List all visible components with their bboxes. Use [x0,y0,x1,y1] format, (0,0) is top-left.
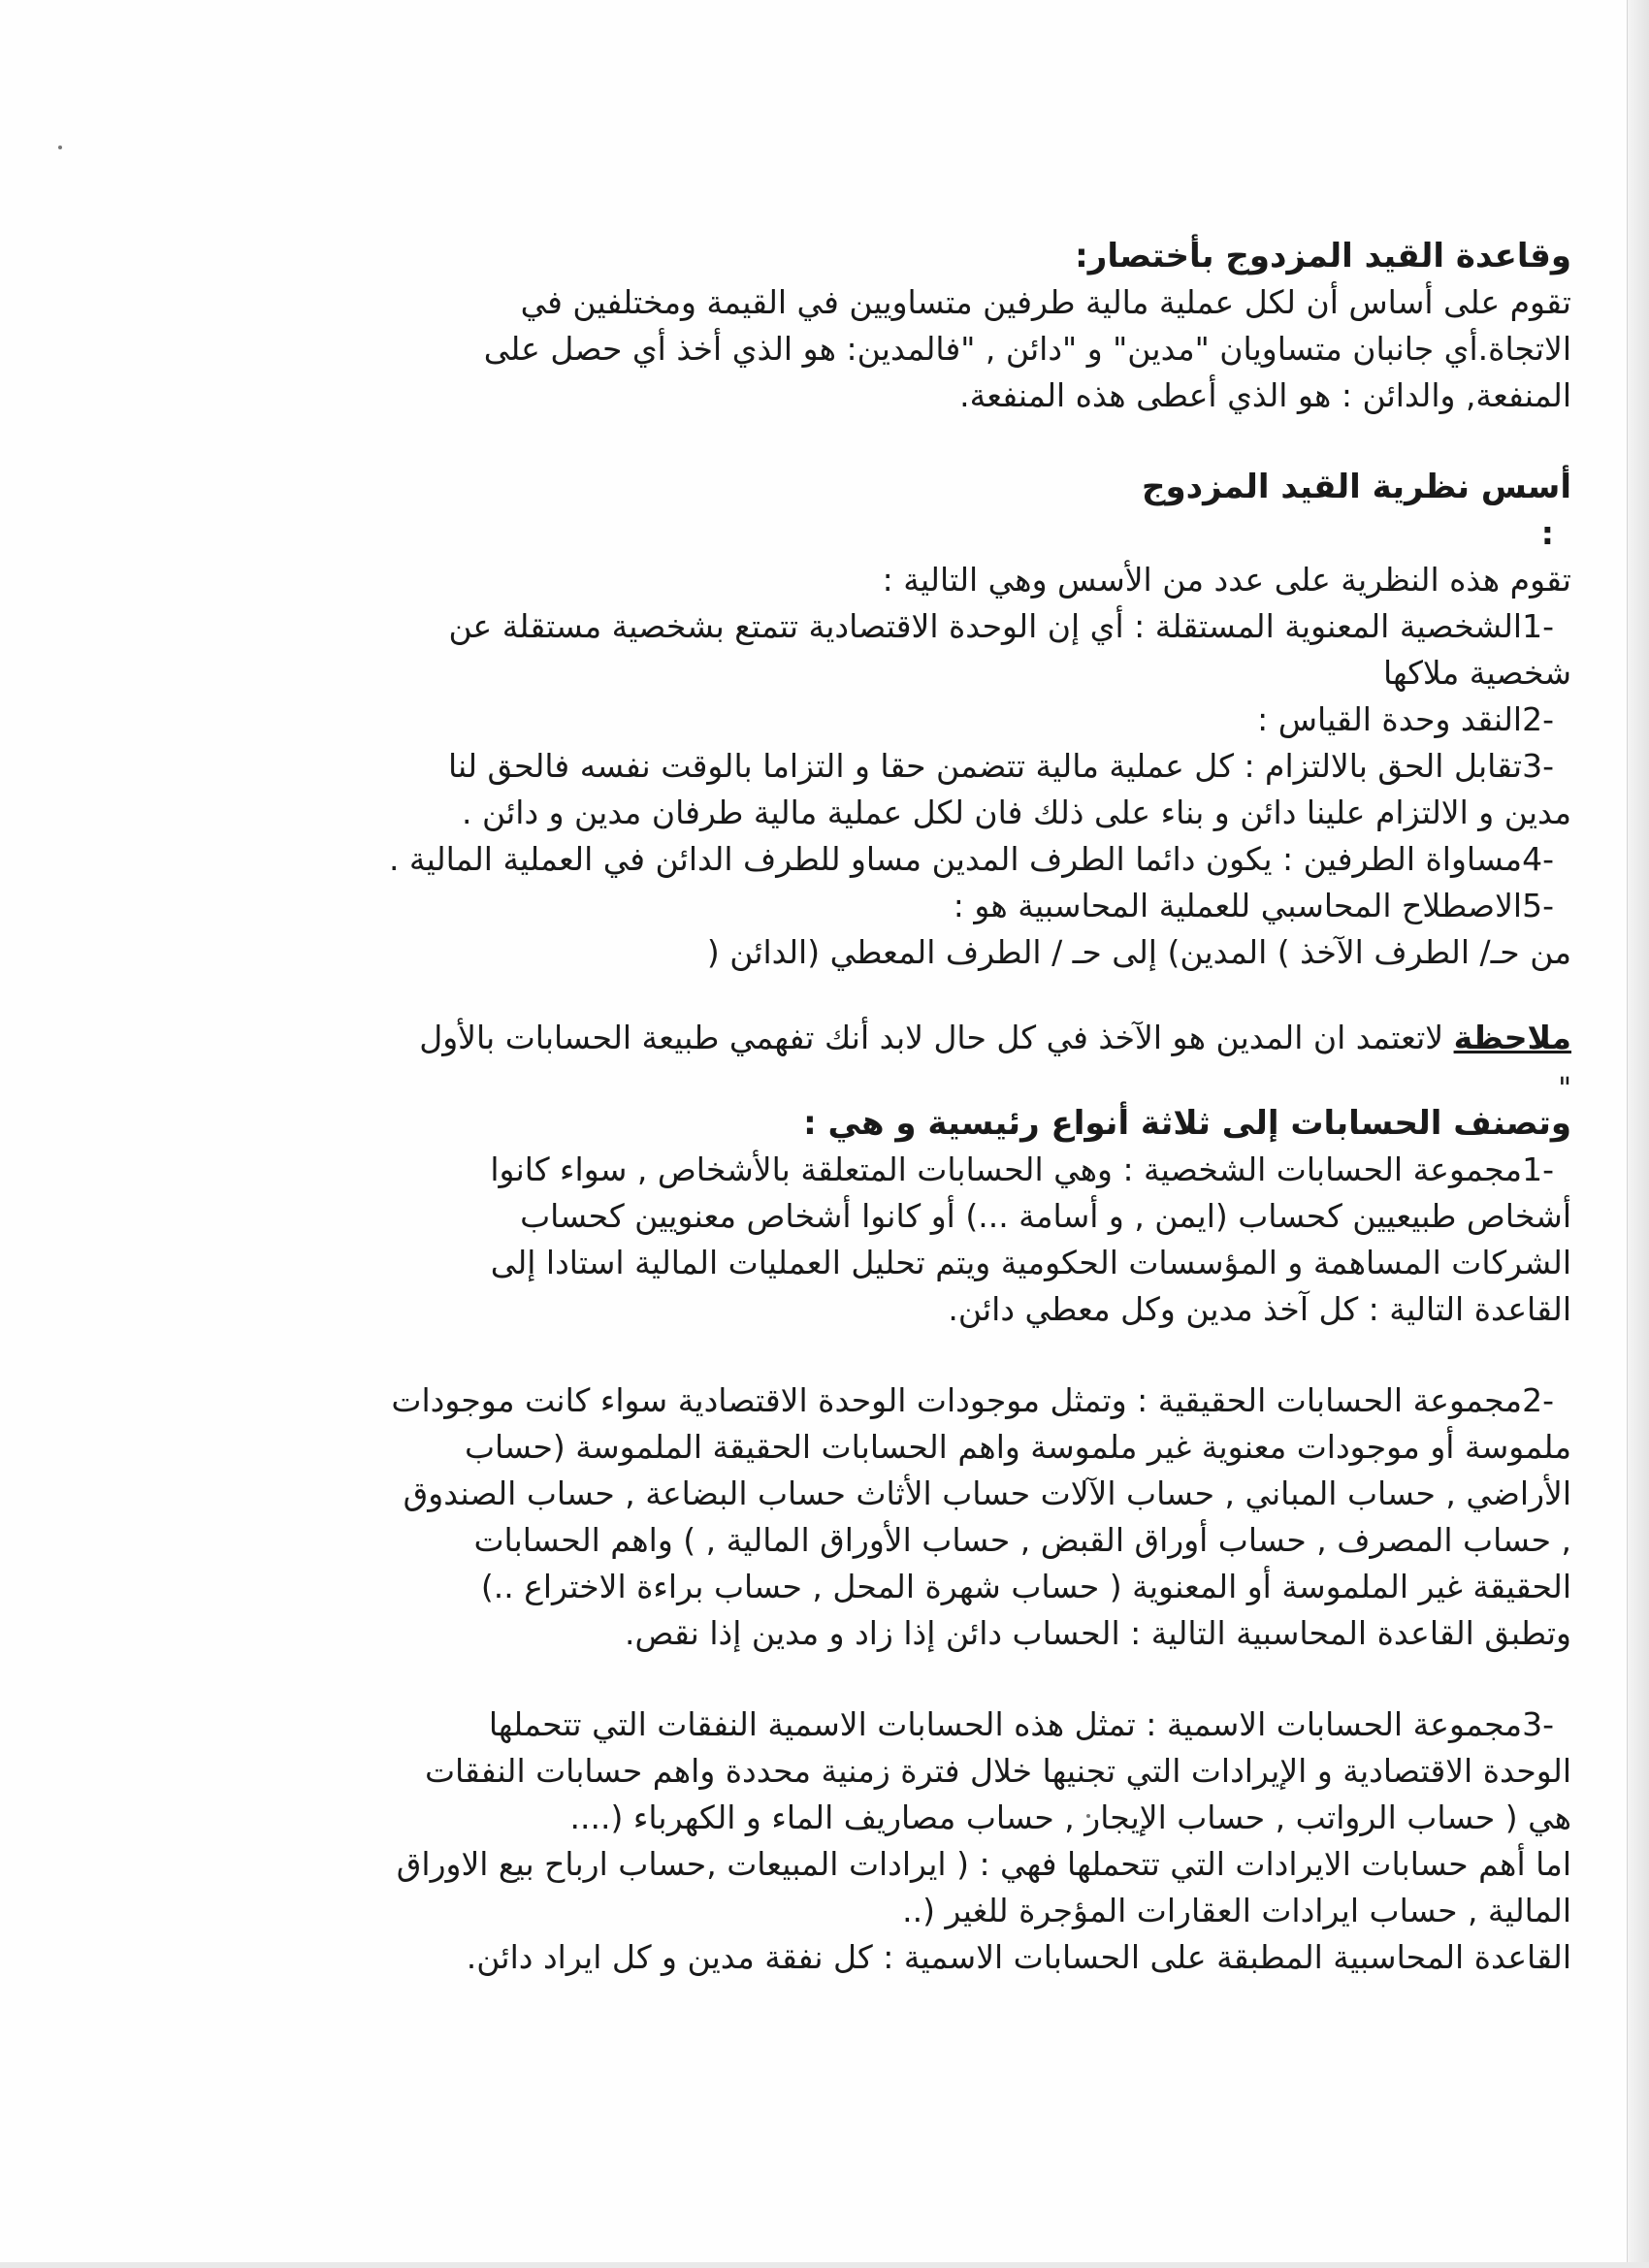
list-item-4: -4مساواة الطرفين : يكون دائما الطرف المدين مساو للطرف الدائن في العملية المالية . [388,840,1554,878]
group3-line: اما أهم حسابات الايرادات التي تتحملها فهي : ( ايرادات المبيعات ,حساب ارباح بيع الاوراق [396,1845,1571,1883]
group2-line: الحقيقة غير الملموسة أو المعنوية ( حساب شهرة المحل , حساب براءة الاختراع ..) [480,1568,1571,1605]
note-line [199,1015,1571,1061]
group1-line: أشخاص طبيعيين كحساب (ايمن , و أسامة ...) أو كانوا أشخاص معنويين كحساب [520,1197,1571,1235]
list-item-3: -3تقابل الحق بالالتزام : كل عملية مالية تتضمن حقا و التزاما بالوقت نفسه فالحق لنا [447,747,1554,785]
scan-speck [58,146,62,149]
section-heading-double-entry: وقاعدة القيد المزدوج بأختصار: [1075,237,1571,275]
paragraph-line: تقوم على أساس أن لكل عملية مالية طرفين متساويين في القيمة ومختلفين في [520,283,1571,321]
note-text: لاتعتمد ان المدين هو الآخذ في كل حال لابد أنك تفهمي طبيعة الحسابات بالأول [419,1019,1454,1056]
paragraph-line: الاتجاة.أي جانبان متساويان "مدين" و "دائن , "فالمدين: هو الذي أخذ أي حصل على [483,330,1571,368]
group2-line: -2مجموعة الحسابات الحقيقية : وتمثل موجودات الوحدة الاقتصادية سواء كانت موجودات [391,1381,1554,1419]
quote-mark: " [1558,1072,1571,1106]
paragraph-line: تقوم هذه النظرية على عدد من الأسس وهي التالية : [882,561,1571,599]
heading-colon: : [1540,514,1554,552]
group2-line: , حساب المصرف , حساب أوراق القبض , حساب الأوراق المالية , ) واهم الحسابات [473,1521,1571,1559]
group1-line: الشركات المساهمة و المؤسسات الحكومية ويتم تحليل العمليات المالية استادا إلى [490,1244,1571,1281]
group3-line: هي ( حساب الرواتب , حساب الإيجار , حساب مصاريف الماء و الكهرباء (.... [569,1798,1571,1836]
group3-line: القاعدة المحاسبية المطبقة على الحسابات الاسمية : كل نفقة مدين و كل ايراد دائن. [466,1938,1571,1976]
group2-line: وتطبق القاعدة المحاسبية التالية : الحساب دائن إذا زاد و مدين إذا نقص. [625,1614,1571,1652]
paragraph-line: المنفعة, والدائن : هو الذي أعطى هذه المنفعة. [959,376,1571,414]
note-label: ملاحظة [1453,1019,1571,1056]
section-heading-account-types: وتصنف الحسابات إلى ثلاثة أنواع رئيسية و هي : [803,1104,1571,1143]
group3-line: المالية , حساب ايرادات العقارات المؤجرة للغير (.. [902,1892,1571,1929]
group2-line: الأراضي , حساب المباني , حساب الآلات حساب الأثاث حساب البضاعة , حساب الصندوق [403,1474,1571,1512]
section-heading-foundations: أسس نظرية القيد المزدوج [1142,468,1571,506]
page-bottom-edge [0,2262,1649,2268]
list-item-5-cont: من حـ/ الطرف الآخذ ) المدين) إلى حـ / الطرف المعطي (الدائن ( [706,933,1571,971]
list-item-2: -2النقد وحدة القياس : [1257,700,1554,738]
group1-line: -1مجموعة الحسابات الشخصية : وهي الحسابات المتعلقة بالأشخاص , سواء كانوا [490,1150,1554,1188]
list-item-1-cont: شخصية ملاكها [1382,654,1571,692]
group2-line: ملموسة أو موجودات معنوية غير ملموسة واهم الحسابات الحقيقة الملموسة (حساب [464,1428,1571,1466]
document-body [199,233,1571,1981]
list-item-3-cont: مدين و الالتزام علينا دائن و بناء على ذلك فان لكل عملية مالية طرفان مدين و دائن . [461,794,1571,831]
group1-line: القاعدة التالية : كل آخذ مدين وكل معطي دائن. [948,1290,1571,1328]
list-item-1: -1الشخصية المعنوية المستقلة : أي إن الوحدة الاقتصادية تتمتع بشخصية مستقلة عن [448,607,1554,645]
group3-line: الوحدة الاقتصادية و الإيرادات التي تجنيها خلال فترة زمنية محددة واهم حسابات النفقات [424,1752,1571,1790]
page-edge-shadow [1627,0,1649,2268]
list-item-5: -5الاصطلاح المحاسبي للعملية المحاسبية هو : [953,887,1554,924]
group3-line: -3مجموعة الحسابات الاسمية : تمثل هذه الحسابات الاسمية النفقات التي تتحملها [488,1705,1554,1743]
